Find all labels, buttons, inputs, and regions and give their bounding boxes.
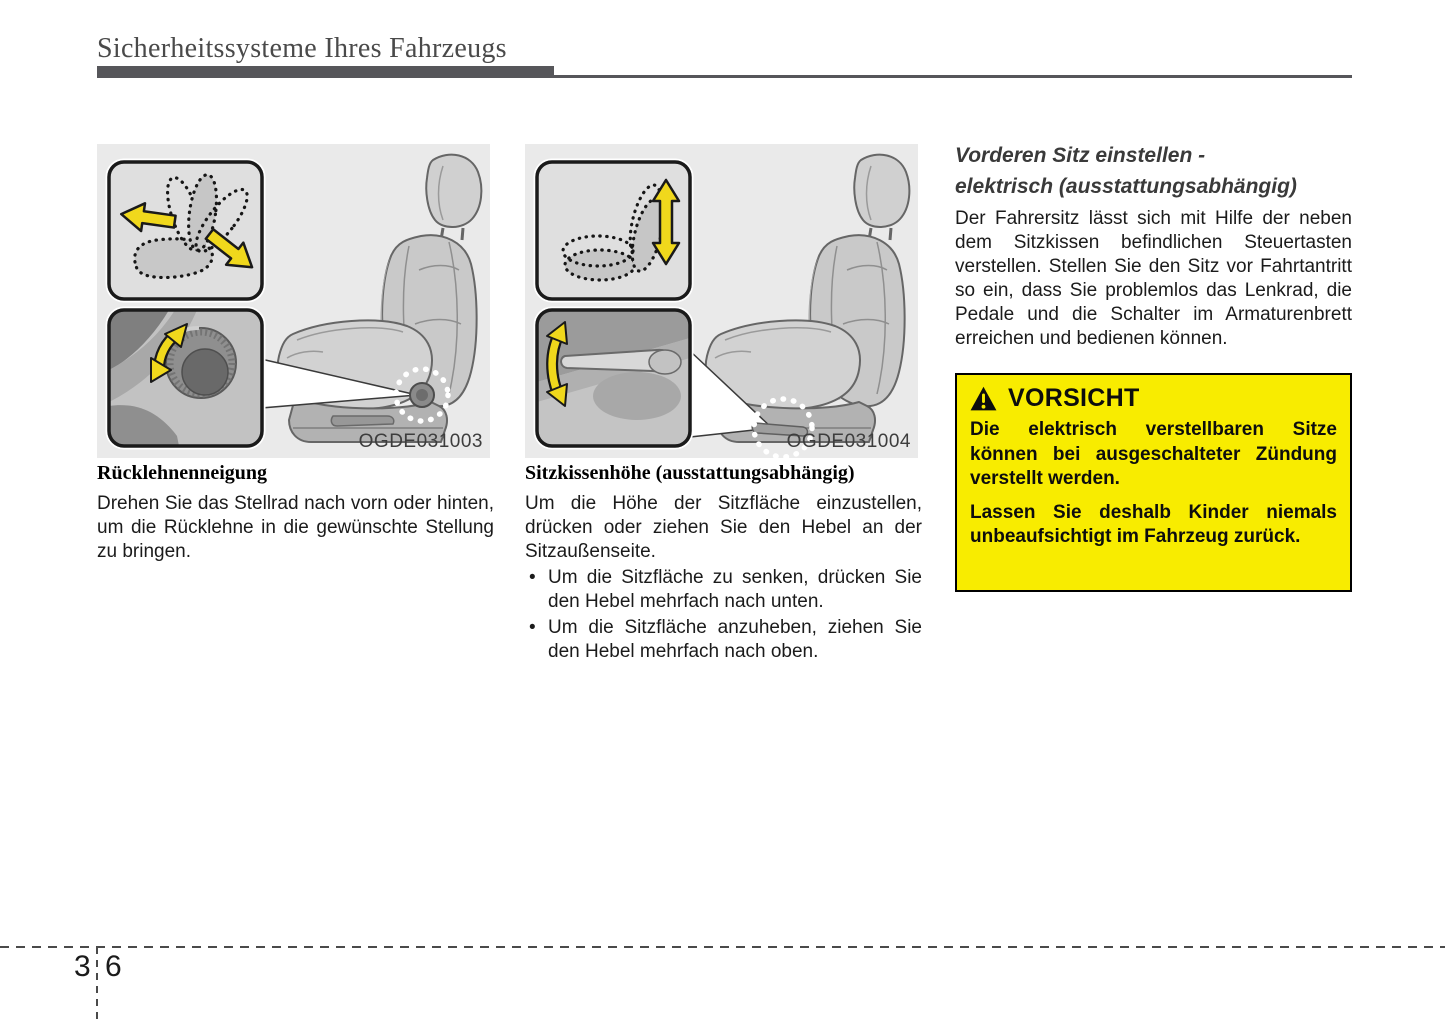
section-body: Drehen Sie das Stellrad nach vorn oder hinten, um die Rücklehne in die gewünschte Stellung zu bringen. (97, 493, 494, 562)
list-item: • Um die Sitzfläche zu senken, drücken Sie den Hebel mehrfach nach unten. (525, 566, 922, 614)
page-number: 6 (105, 950, 122, 983)
figure-seat-recline (97, 144, 490, 458)
caution-header (970, 384, 1337, 413)
inset-lever-closeup (537, 310, 690, 446)
header-rule-thick (97, 66, 554, 78)
figure-code: OGDE031004 (786, 431, 911, 452)
footer-dashed-divider (96, 947, 98, 1019)
seat-recline-illustration (97, 144, 490, 458)
section-heading: Rücklehnenneigung (97, 462, 268, 484)
seat-height-illustration (525, 144, 918, 458)
figure-code: OGDE031003 (358, 431, 483, 452)
section-body: Der Fahrersitz lässt sich mit Hilfe der neben dem Sitzkissen befindlichen Steuertasten verstellen. Stellen Sie den Sitz vor Fahrtantritt so ein, dass Sie problemlos das Lenkrad, die Pedale und die Schalter im Armaturenbrett erreichen und bedienen können. (955, 208, 1352, 349)
figure-seat-height (525, 144, 918, 458)
list-item: • Um die Sitzfläche anzuheben, ziehen Sie den Hebel mehrfach nach oben. (525, 616, 922, 664)
section-recline (97, 462, 494, 564)
inset-knob-closeup (109, 310, 262, 446)
instruction-list (525, 566, 922, 664)
inset-recline-directions (109, 162, 262, 299)
caution-title: VORSICHT (1008, 384, 1140, 412)
section-power-seat (955, 140, 1352, 351)
warning-triangle-icon (970, 386, 997, 411)
section-cushion-height (525, 462, 922, 664)
caution-paragraph: Lassen Sie deshalb Kinder niemals unbeaufsichtigt im Fahrzeug zurück. (970, 501, 1337, 547)
caution-box (955, 373, 1352, 592)
section-heading-line2: elektrisch (ausstattungsabhängig) (955, 175, 1297, 198)
header-rule-thin (554, 75, 1352, 78)
footer-dashed-rule (0, 946, 1445, 948)
page-title: Sicherheitssysteme Ihres Fahrzeugs (97, 33, 507, 64)
section-heading: Sitzkissenhöhe (ausstattungsabhängig) (525, 462, 855, 484)
caution-paragraph: Die elektrisch verstellbaren Sitze können bei ausgeschalteter Zündung verstellt werden. (970, 419, 1337, 489)
section-heading-line1: Vorderen Sitz einstellen - (955, 144, 1206, 167)
section-body: Um die Höhe der Sitzfläche einzustellen, drücken oder ziehen Sie den Hebel an der Sitzaußenseite. (525, 493, 922, 562)
inset-height-directions (537, 162, 690, 299)
chapter-number: 3 (74, 950, 91, 983)
